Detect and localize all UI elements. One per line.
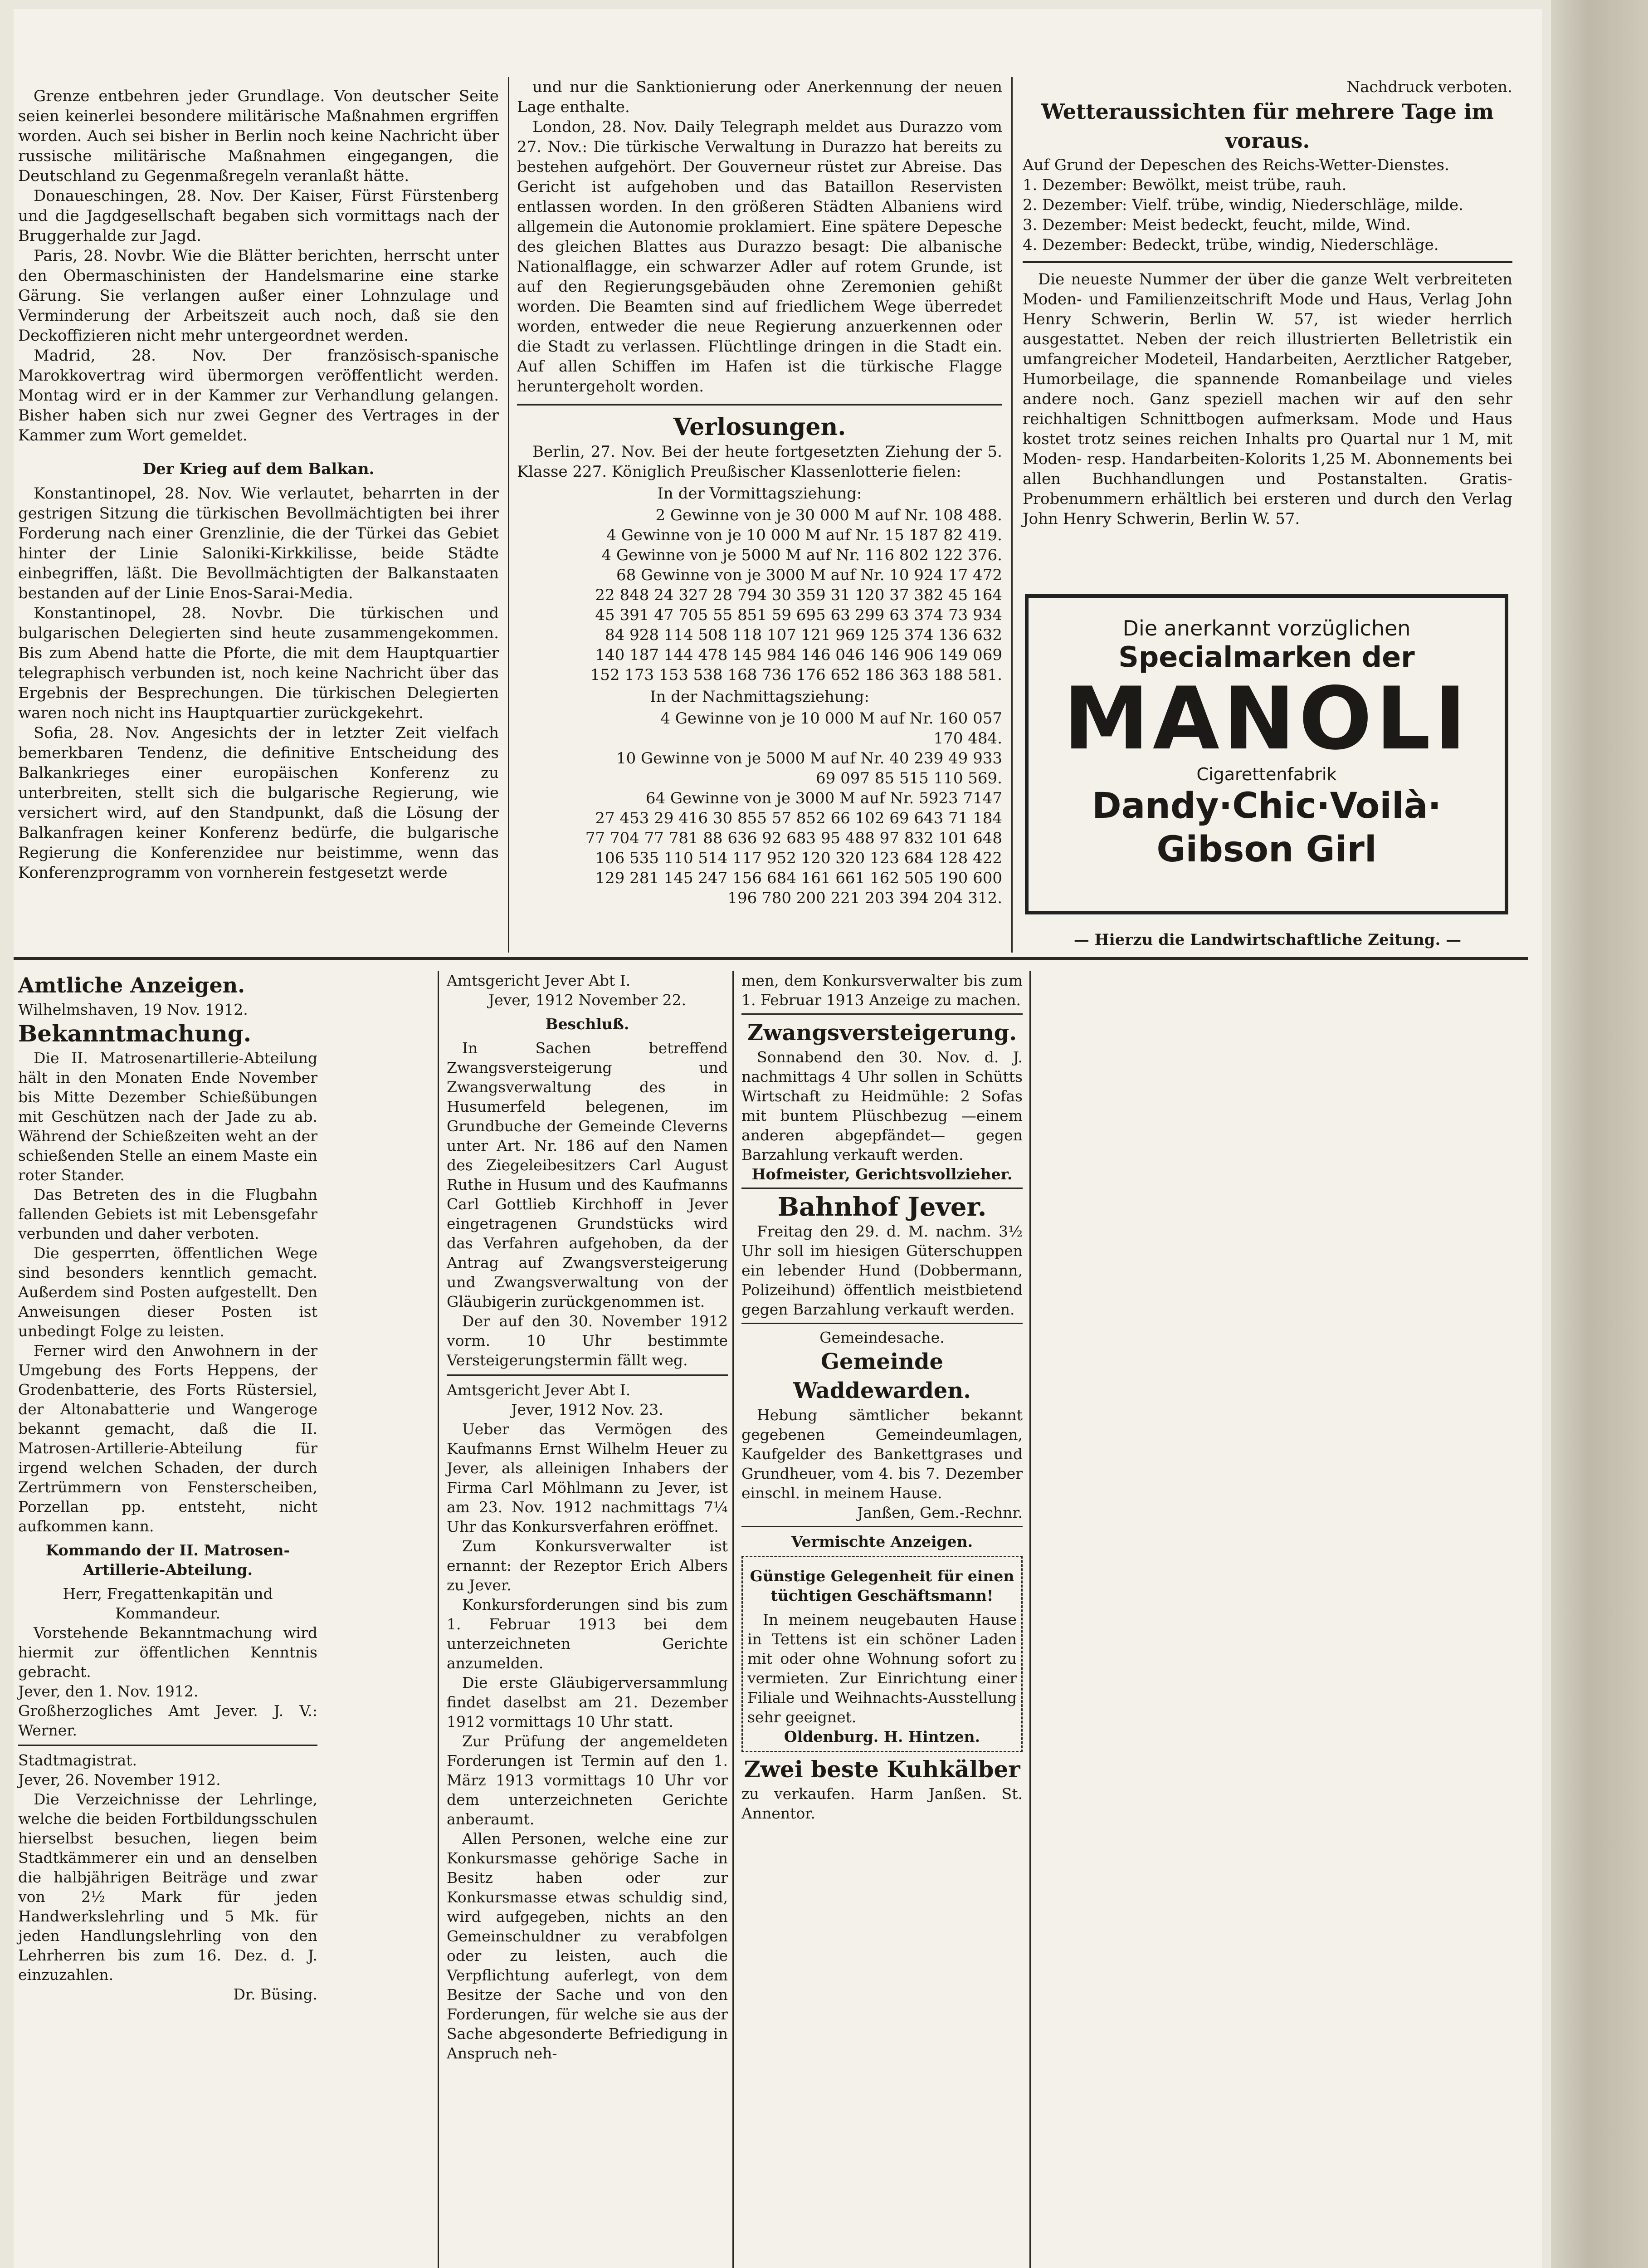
konkurs-continuation: men, dem Konkursverwalter bis zum 1. Februar 1913 Anzeige zu machen. <box>741 972 1023 1009</box>
amtliche-note-sign: Großherzogliches Amt Jever. J. V.: Werner. <box>18 1702 317 1739</box>
lottery-line: 10 Gewinne von je 5000 M auf Nr. 40 239 49 933 <box>616 749 1002 767</box>
column-weather <box>1023 77 1512 529</box>
manoli-subtitle: Cigarettenfabrik <box>1196 764 1337 784</box>
divider <box>741 1323 1023 1324</box>
lottery-line: 22 848 24 327 28 794 30 359 31 120 37 382 45 164 <box>595 586 1002 604</box>
weather-day: 4. Dezember: Bedeckt, trübe, windig, Niederschläge. <box>1023 236 1439 254</box>
kuhkaelber-heading: Zwei beste Kuhkälber <box>744 1756 1020 1783</box>
lottery-line: 140 187 144 478 145 984 146 046 146 906 149 069 <box>595 646 1002 664</box>
manoli-brand: MANOLI <box>1063 669 1470 769</box>
news-paragraph: und nur die Sanktionierung oder Anerkennung der neuen Lage enthalte. <box>517 78 1002 116</box>
column-news-middle <box>517 77 1002 908</box>
lottery-heading: Verlosungen. <box>673 413 846 441</box>
column-divider <box>508 77 509 953</box>
divider <box>18 1745 317 1746</box>
column-divider <box>438 971 439 2268</box>
lottery-line: 2 Gewinne von je 30 000 M auf Nr. 108 488. <box>655 506 1002 524</box>
divider <box>447 1374 728 1376</box>
news-paragraph: Sofia, 28. Nov. Angesichts der in letzter Zeit vielfach bemerkbaren Tendenz, die definitive Entscheidung des Balkankrieges einer europäischen Konferenz zu unterbreiten, stellt sich die bulgarische Regierung, wie versichert wird, auf den Standpunkt, daß die Lösung der Balkanfragen keiner Konferenz bedürfe, die bulgarische Regierung die Konferenzidee nur beistimme, wenn das Konferenzprogramm von vornherein festgesetzt werde <box>18 724 499 882</box>
stadtmagistrat-heading: Stadtmagistrat. <box>18 1751 137 1769</box>
news-paragraph: Konstantinopel, 28. Nov. Wie verlautet, beharrten in der gestrigen Sitzung die türkischen Bevollmächtigten bei ihrer Forderung nach einer Grenzlinie, die der Türkei das Gebiet hinter der Linie Saloniki-Kirkkilisse, beide Städte einbegriffen, läßt. Die Bevollmächtigten der Balkanstaaten bestanden auf der Linie Enos-Sarai-Media. <box>18 484 499 602</box>
amtsgericht-body: In Sachen betreffend Zwangsversteigerung und Zwangsverwaltung des in Husumerfeld belegenen, im Grundbuche der Gemeinde Cleverns unter Art. Nr. 186 auf den Namen des Ziegeleibesitzers Carl August Ruthe in Husum und des Kaufmanns Carl Gottlieb Kirchhoff in Jever eingetragenen Grundstücks wird das Verfahren aufgehoben, da der Antrag auf Zwangsversteigerung und Zwangsverwaltung von der Gläubigerin zurückgenommen ist. <box>447 1039 728 1310</box>
divider <box>741 1188 1023 1189</box>
gemeinde-sign: Janßen, Gem.-Rechnr. <box>857 1504 1023 1521</box>
news-paragraph: London, 28. Nov. Daily Telegraph meldet aus Durazzo vom 27. Nov.: Die türkische Verwaltung in Durazzo hat bereits zu bestehen aufgehört. Der Gouverneur rüstet zur Abreise. Das Gericht ist aufgehoben und das Bataillon Reservisten entlassen worden. In den größeren Städten Albaniens wird allgemein die Autonomie proklamiert. Eine spätere Depesche des gleichen Blattes aus Durazzo besagt: Die albanische Nationalflagge, ein schwarzer Adler auf rotem Grunde, ist auf den Regierungsgebäuden ohne Zeremonien gehißt worden. Die Beamten sind auf friedlichem Wege überredet worden, entweder die neue Regierung anzuerkennen oder die Stadt zu verlassen. Flüchtlinge dringen in die Stadt ein. Auf allen Schiffen im Hafen ist die türkische Flagge heruntergeholt worden. <box>517 118 1002 396</box>
column-amtsgericht <box>447 971 728 2063</box>
amtsgericht-date: Jever, 1912 November 22. <box>488 991 687 1009</box>
vermischte-sign: Oldenburg. H. Hintzen. <box>784 1728 980 1745</box>
amtliche-note-date: Jever, den 1. Nov. 1912. <box>18 1682 199 1700</box>
gemeinde-small: Gemeindesache. <box>819 1329 945 1346</box>
column-amtliche <box>18 971 317 2004</box>
balkan-heading: Der Krieg auf dem Balkan. <box>142 460 375 478</box>
lottery-line: 4 Gewinne von je 10 000 M auf Nr. 160 057 <box>660 709 1002 728</box>
column-divider <box>732 971 734 2268</box>
weather-day: 2. Dezember: Vielf. trübe, windig, Niederschläge, milde. <box>1023 196 1463 214</box>
gemeinde-heading: Gemeinde Waddewarden. <box>793 1349 971 1403</box>
amtliche-signed-2: Herr, Fregattenkapitän und Kommandeur. <box>63 1585 273 1622</box>
amtsgericht-paragraph: Zur Prüfung der angemeldeten Forderungen ist Termin auf den 1. März 1913 vormittags 10 Uhr vor dem unterzeichneten Gerichte anberaumt. <box>447 1732 728 1828</box>
zwangs-heading: Zwangsversteigerung. <box>747 1020 1017 1046</box>
amtliche-paragraph: Das Betreten des in die Flugbahn fallenden Gebiets ist mit Lebensgefahr verbunden und daher verboten. <box>18 1186 317 1242</box>
amtliche-signed: Kommando der II. Matrosen-Artillerie-Abteilung. <box>45 1541 290 1579</box>
lottery-line: 129 281 145 247 156 684 161 661 162 505 190 600 <box>595 869 1002 887</box>
news-paragraph: Paris, 28. Novbr. Wie die Blätter berichten, herrscht unter den Obermaschinisten der Handelsmarine eine starke Gärung. Sie verlangen außer einer Lohnzulage und Verminderung der Arbeitszeit auch noch, daß sie den Deckoffizieren nicht mehr untergeordnet werden. <box>18 247 499 345</box>
vermischte-title: Günstige Gelegenheit für einen tüchtigen Geschäftsmann! <box>750 1567 1014 1604</box>
manoli-advertisement <box>1025 594 1508 914</box>
amtsgericht-title: Beschluß. <box>545 1015 629 1033</box>
amtliche-paragraph: Die gesperrten, öffentlichen Wege sind besonders kenntlich gemacht. Außerdem sind Posten aufgestellt. Den Anweisungen dieser Posten ist unbedingt Folge zu leisten. <box>18 1244 317 1340</box>
amtsgericht-heading: Amtsgericht Jever Abt I. <box>447 972 631 989</box>
newspaper-page <box>14 9 1542 2268</box>
amtliche-title: Bekanntmachung. <box>18 1020 252 1047</box>
lottery-intro: Berlin, 27. Nov. Bei der heute fortgesetzten Ziehung der 5. Klasse 227. Königlich Preußischer Klassenlotterie fielen: <box>517 443 1002 481</box>
reprint-note: Nachdruck verboten. <box>1346 78 1512 96</box>
amtsgericht-date: Jever, 1912 Nov. 23. <box>511 1401 663 1418</box>
page-edge <box>1551 0 1648 2268</box>
gemeinde-body: Hebung sämtlicher bekannt gegebenen Gemeindeumlagen, Kaufgelder des Bankettgrases und Grundheuer, vom 4. bis 7. Dezember einschl. in meinem Hause. <box>741 1406 1023 1502</box>
vermischte-box <box>741 1556 1023 1752</box>
zwangs-body: Sonnabend den 30. Nov. d. J. nachmittags 4 Uhr sollen in Schütts Wirtschaft zu Heidmühle: 2 Sofas mit buntem Plüschbezug —einem anderen abgepfändet— gegen Barzahlung verkauft werden. <box>741 1048 1023 1163</box>
lottery-line: 68 Gewinne von je 3000 M auf Nr. 10 924 17 472 <box>616 566 1002 584</box>
supplement-note: — Hierzu die Landwirtschaftliche Zeitung. — <box>1073 931 1462 949</box>
mode-haus-notice: Die neueste Nummer der über die ganze Welt verbreiteten Moden- und Familienzeitschrift Mode und Haus, Verlag John Henry Schwerin, Berlin W. 57, ist wieder herrlich ausgestattet. Neben der reich illustrierten Belletristik ein umfangreicher Modeteil, Handarbeiten, Aerztlicher Ratgeber, Humorbeilage, die spannende Romanbeilage und vieles andere noch. Ganz speziell machen wir auf den sehr reichhaltigen Schnittbogen aufmerksam. Mode und Haus kostet trotz seines reichen Inhalts pro Quartal nur 1 M, mit Moden- resp. Handarbeiten-Kolorits 1,25 M. Abonnements bei allen Buchhandlungen und Postanstalten. Gratis-Probenummern erhältlich bei ersteren und durch den Verlag John Henry Schwerin, Berlin W. 57. <box>1023 270 1512 528</box>
kuhkaelber-body: zu verkaufen. Harm Janßen. St. Annentor. <box>741 1785 1023 1822</box>
lottery-line: 106 535 110 514 117 952 120 320 123 684 128 422 <box>595 849 1002 867</box>
stadtmagistrat-sign: Dr. Büsing. <box>233 1985 317 2003</box>
amtsgericht-heading: Amtsgericht Jever Abt I. <box>447 1381 631 1399</box>
bahnhof-heading: Bahnhof Jever. <box>777 1192 987 1222</box>
amtliche-heading: Amtliche Anzeigen. <box>18 973 245 997</box>
section-divider <box>14 957 1528 960</box>
lottery-line: 27 453 29 416 30 855 57 852 66 102 69 643 71 184 <box>595 809 1002 827</box>
lottery-afternoon-heading: In der Nachmittagsziehung: <box>650 688 869 706</box>
column-divider <box>1011 77 1013 953</box>
amtliche-note: Vorstehende Bekanntmachung wird hiermit zur öffentlichen Kenntnis gebracht. <box>18 1624 317 1681</box>
lottery-line: 64 Gewinne von je 3000 M auf Nr. 5923 7147 <box>645 789 1002 807</box>
lottery-line: 77 704 77 781 88 636 92 683 95 488 97 832 101 648 <box>585 829 1002 847</box>
lottery-line: 4 Gewinne von je 10 000 M auf Nr. 15 187 82 419. <box>606 526 1002 544</box>
divider <box>517 404 1002 406</box>
amtsgericht-paragraph: Ueber das Vermögen des Kaufmanns Ernst Wilhelm Heuer zu Jever, als alleinigen Inhabers der Firma Carl Möhlmann zu Jever, ist am 23. Nov. 1912 nachmittags 7¼ Uhr das Konkursverfahren eröffnet. <box>447 1420 728 1535</box>
amtliche-dateline: Wilhelmshaven, 19 Nov. 1912. <box>18 1001 248 1018</box>
column-news-left <box>18 86 499 883</box>
amtliche-paragraph: Die II. Matrosenartillerie-Abteilung hält in den Monaten Ende November bis Mitte Dezember Schießübungen mit Geschützen nach der Jade zu ab. Während der Schießzeiten weht an der schießenden Stelle an einem Maste ein roter Stander. <box>18 1049 317 1184</box>
weather-heading: Wetteraussichten für mehrere Tage im voraus. <box>1041 99 1494 153</box>
divider <box>741 1526 1023 1527</box>
weather-day: 3. Dezember: Meist bedeckt, feucht, milde, Wind. <box>1023 216 1411 234</box>
bahnhof-body: Freitag den 29. d. M. nachm. 3½ Uhr soll im hiesigen Güterschuppen ein lebender Hund (Dobbermann, Polizeihund) öffentlich meistbietend gegen Barzahlung verkauft werden. <box>741 1222 1023 1318</box>
weather-day: 1. Dezember: Bewölkt, meist trübe, rauh. <box>1023 176 1347 194</box>
manoli-brands-line1: Dandy·Chic·Voilà· <box>1092 786 1442 826</box>
manoli-line2: Specialmarken der <box>1118 640 1415 674</box>
amtsgericht-paragraph: Die erste Gläubigerversammlung findet daselbst am 21. Dezember 1912 vormittags 10 Uhr statt. <box>447 1674 728 1730</box>
lottery-line: 69 097 85 515 110 569. <box>816 769 1002 787</box>
zwangs-sign: Hofmeister, Gerichtsvollzieher. <box>751 1165 1013 1183</box>
news-paragraph: Grenze entbehren jeder Grundlage. Von deutscher Seite seien keinerlei besondere militärische Maßnahmen ergriffen worden. Auch sei bisher in Berlin noch keine Nachricht über russische militärische Maßnahmen eingegangen, die Deutschland zu Gegenmaßregeln veranlaßt hätte. <box>18 87 499 185</box>
column-anzeigen-c <box>741 971 1023 1823</box>
divider <box>741 1013 1023 1015</box>
divider <box>1023 261 1512 263</box>
vermischte-body: In meinem neugebauten Hause in Tettens ist ein schöner Laden mit oder ohne Wohnung sofort zu vermieten. Zur Einrichtung einer Filiale und Weihnachts-Ausstellung sehr geeignet. <box>747 1611 1017 1726</box>
amtsgericht-paragraph: Konkursforderungen sind bis zum 1. Februar 1913 bei dem unterzeichneten Gerichte anzumelden. <box>447 1596 728 1672</box>
lottery-line: 152 173 153 538 168 736 176 652 186 363 188 581. <box>590 666 1002 684</box>
news-paragraph: Konstantinopel, 28. Novbr. Die türkischen und bulgarischen Delegierten sind heute zusammengekommen. Bis zum Abend hatte die Pforte, die mit dem Hauptquartier telegraphisch verbunden ist, noch keine Nachricht über das Ergebnis der Besprechungen. Die türkischen Delegierten waren noch nicht ins Hauptquartier zurückgekehrt. <box>18 604 499 722</box>
amtsgericht-body-2: Der auf den 30. November 1912 vorm. 10 Uhr bestimmte Versteigerungstermin fällt weg. <box>447 1312 728 1369</box>
lottery-morning-heading: In der Vormittagsziehung: <box>657 484 862 503</box>
lottery-line: 45 391 47 705 55 851 59 695 63 299 63 374 73 934 <box>595 606 1002 624</box>
manoli-line1: Die anerkannt vorzüglichen <box>1122 616 1411 640</box>
lottery-afternoon-list <box>517 709 1002 908</box>
stadtmagistrat-body: Die Verzeichnisse der Lehrlinge, welche die beiden Fortbildungsschulen hierselbst besuchen, liegen beim Stadtkämmerer ein und an denselben die halbjährigen Beiträge und zwar von 2½ Mark für jeden Handwerkslehrling und 5 Mk. für jeden Handlungslehrling von den Lehrherren bis zum 16. Dez. d. J. einzuzahlen. <box>18 1790 317 1984</box>
lottery-line: 4 Gewinne von je 5000 M auf Nr. 116 802 122 376. <box>601 546 1002 564</box>
stadtmagistrat-date: Jever, 26. November 1912. <box>18 1771 221 1789</box>
column-divider <box>1029 971 1031 2268</box>
lottery-line: 170 484. <box>933 729 1002 748</box>
news-paragraph: Donaueschingen, 28. Nov. Der Kaiser, Fürst Fürstenberg und die Jagdgesellschaft begaben sich vormittags nach der Bruggerhalde zur Jagd. <box>18 187 499 245</box>
amtliche-paragraph: Ferner wird den Anwohnern in der Umgebung des Forts Heppens, der Grodenbatterie, des Forts Rüstersiel, der Altonabatterie und Wangeroge bekannt gemacht, daß die II. Matrosen-Artillerie-Abteilung für irgend welchen Schaden, der durch Zertrümmern von Fensterscheiben, Porzellan pp. entsteht, nicht aufkommen kann. <box>18 1342 317 1535</box>
manoli-brands-line2: Gibson Girl <box>1156 829 1377 870</box>
vermischte-heading: Vermischte Anzeigen. <box>791 1533 973 1550</box>
amtsgericht-paragraph: Zum Konkursverwalter ist ernannt: der Rezeptor Erich Albers zu Jever. <box>447 1537 728 1594</box>
lottery-line: 196 780 200 221 203 394 204 312. <box>727 889 1002 907</box>
news-paragraph: Madrid, 28. Nov. Der französisch-spanische Marokkovertrag wird übermorgen veröffentlicht werden. Montag wird er in der Kammer zur Verhandlung gelangen. Bisher haben sich nur zwei Gegner des Vertrages in der Kammer zum Wort gemeldet. <box>18 347 499 445</box>
lottery-line: 84 928 114 508 118 107 121 969 125 374 136 632 <box>605 626 1002 644</box>
amtsgericht-paragraph: Allen Personen, welche eine zur Konkursmasse gehörige Sache in Besitz haben oder zur Konkursmasse etwas schuldig sind, wird aufgegeben, nichts an den Gemeinschuldner zu verabfolgen oder zu leisten, auch die Verpflichtung auferlegt, von dem Besitze der Sache und von den Forderungen, für welche sie aus der Sache abgesonderte Befriedigung in Anspruch neh- <box>447 1830 728 2062</box>
lottery-morning-list <box>517 505 1002 685</box>
weather-intro: Auf Grund der Depeschen des Reichs-Wetter-Dienstes. <box>1023 156 1449 174</box>
